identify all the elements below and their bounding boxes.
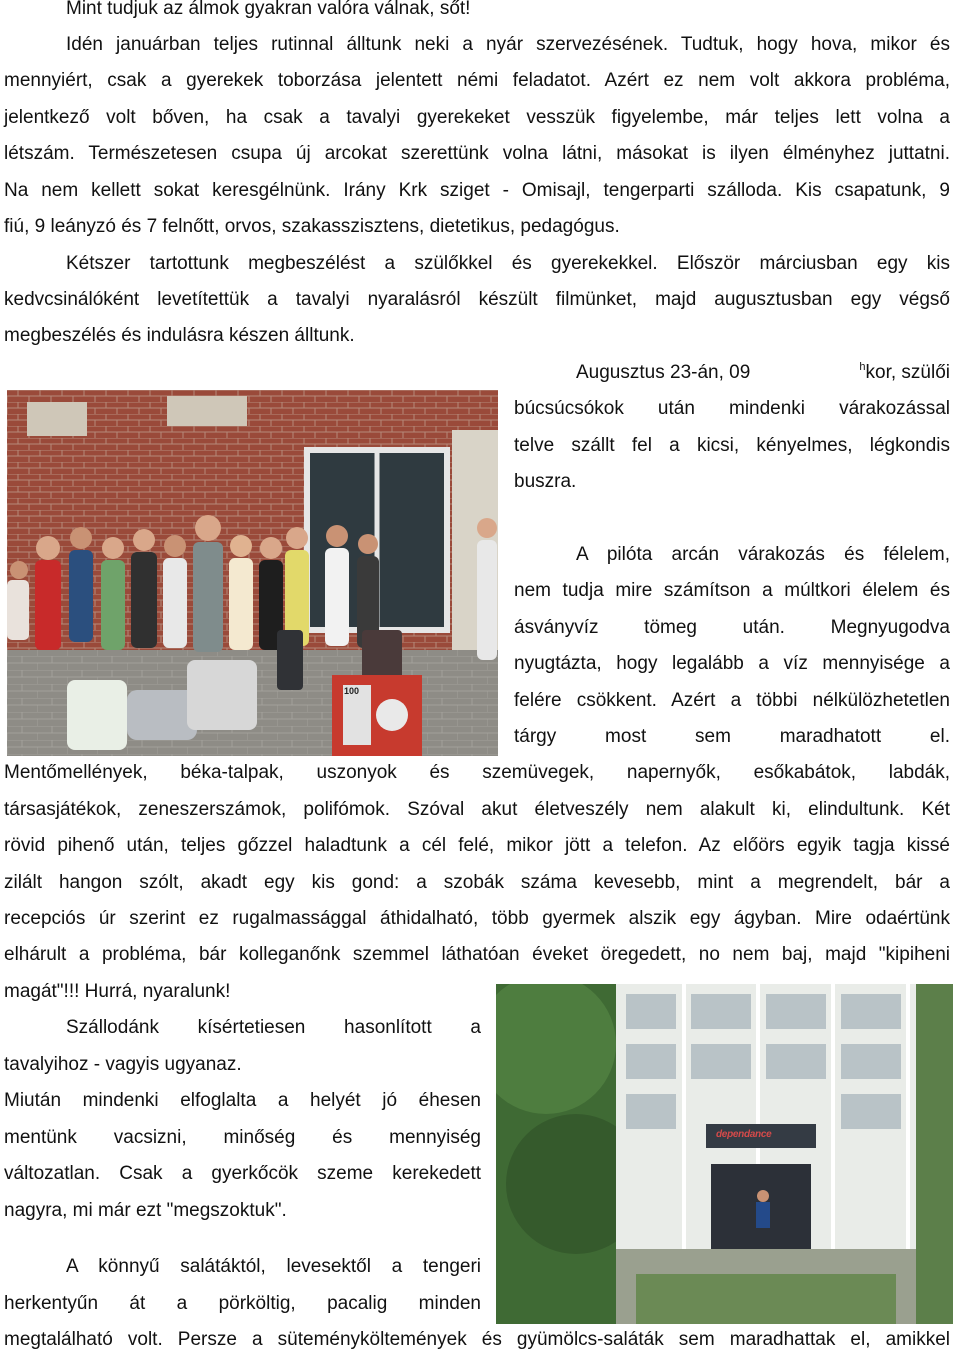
group-photo-drawing: [7, 390, 498, 756]
paragraph-line: herkentyűn át a pörköltig, pacalig minden: [4, 1293, 481, 1314]
paragraph-line: megbeszélés és indulásra készen álltunk.: [4, 325, 355, 346]
paragraph-line: mentünk vacsizni, minőség és mennyiség: [4, 1127, 481, 1148]
group-photo: [7, 390, 498, 756]
paragraph-line: telve szállt fel a kicsi, kényelmes, légkondis: [514, 435, 950, 456]
paragraph-line: felére csökkent. Azért a többi nélkülözhetetlen: [514, 690, 950, 711]
hotel-photo: [496, 984, 953, 1324]
paragraph-line: elhárult a probléma, bár kolleganőnk szemmel láthatóan éveket öregedett, no nem baj, majd "kipiheni: [4, 944, 950, 965]
hour-superscript: h: [859, 361, 866, 373]
paragraph-line: tavalyihoz - vagyis ugyanaz.: [4, 1054, 242, 1075]
paragraph-line: rövid pihenő után, teljes gőzzel haladtunk a cél felé, mikor jött a telefon. Az előörs egyik tagja kissé: [4, 835, 950, 856]
box-number-label: 100: [344, 686, 360, 696]
paragraph-line-departure: [576, 358, 950, 388]
paragraph-line: Szállodánk kísértetiesen hasonlított a: [66, 1017, 481, 1038]
paragraph-line: recepciós úr szerint ez rugalmassággal áthidalható, több gyermek alszik egy ágyban. Mire odaértünk: [4, 908, 950, 929]
paragraph-line: nyugtázta, hogy legalább a víz mennyisége a: [514, 653, 950, 674]
paragraph-line: buszra.: [514, 471, 577, 492]
paragraph-line: jelentkező volt bőven, ha csak a tavalyi gyerekeket vesszük figyelembe, már teljes lett volna a: [4, 107, 950, 128]
paragraph-line: nagyra, mi már ezt "megszoktuk".: [4, 1200, 287, 1221]
paragraph-line: A könnyű salátáktól, levesektől a tengeri: [66, 1256, 481, 1277]
paragraph-line: nem tudja mire számítson a múltkori élelem és: [514, 580, 950, 601]
paragraph-line: létszám. Természetesen csupa új arcokat szerettünk volna látni, másokat is ilyen élményhez juttatni.: [4, 143, 950, 164]
paragraph-line: Na nem kellett sokat keresgélnünk. Irány Krk sziget - Omisajl, tengerparti szálloda. Kis csapatunk, 9: [4, 180, 950, 201]
paragraph-line: mennyiért, csak a gyerekek toborzása jelentett némi feladatot. Azért ez nem volt akkora probléma,: [4, 70, 950, 91]
paragraph-line: A pilóta arcán várakozás és félelem,: [576, 544, 950, 565]
paragraph-line: kedvcsinálóként levetítettük a tavalyi nyaralásról készült filmünket, majd augusztusban egy végső: [4, 289, 950, 310]
departure-text-b: kor, szülői: [865, 362, 950, 383]
paragraph-line: búcsúcsókok után mindenki várakozással: [514, 398, 950, 419]
paragraph-intro: Mint tudjuk az álmok gyakran valóra válnak, sőt!: [66, 0, 471, 19]
paragraph-line: magát"!!! Hurrá, nyaralunk!: [4, 981, 231, 1002]
hotel-photo-drawing: [496, 984, 953, 1324]
paragraph-line: zilált hangon szólt, akadt egy kis gond: a szobák száma kevesebb, mint a megrendelt, bár a: [4, 872, 950, 893]
paragraph-line: ásványvíz tömeg után. Megnyugodva: [514, 617, 950, 638]
paragraph-line: Miután mindenki elfoglalta a helyét jó éhesen: [4, 1090, 481, 1111]
paragraph-line: társasjátékok, zeneszerszámok, polifómok. Szóval akut életveszély nem alakult ki, elindultunk. Két: [4, 799, 950, 820]
departure-text-a: Augusztus 23-án, 09: [576, 362, 751, 383]
paragraph-line: megtalálható volt. Persze a süteményköltemények és gyümölcs-saláták sem maradhattak el, amikkel: [4, 1329, 950, 1350]
paragraph-line: változatlan. Csak a gyerkőcök szeme kerekedett: [4, 1163, 481, 1184]
paragraph-line: Kétszer tartottunk megbeszélést a szülőkkel és gyerekekkel. Először márciusban egy kis: [66, 253, 950, 274]
paragraph-line: fiú, 9 leányzó és 7 felnőtt, orvos, szakasszisztens, dietetikus, pedagógus.: [4, 216, 620, 237]
paragraph-line: Idén januárban teljes rutinnal álltunk neki a nyár szervezésének. Tudtuk, hogy hova, mikor és: [66, 34, 950, 55]
hotel-sign-text: dependance: [716, 1129, 772, 1140]
paragraph-line: tárgy most sem maradhatott el.: [514, 726, 950, 747]
paragraph-line: Mentőmellények, béka-talpak, uszonyok és szemüvegek, napernyők, esőkabátok, labdák,: [4, 762, 950, 783]
